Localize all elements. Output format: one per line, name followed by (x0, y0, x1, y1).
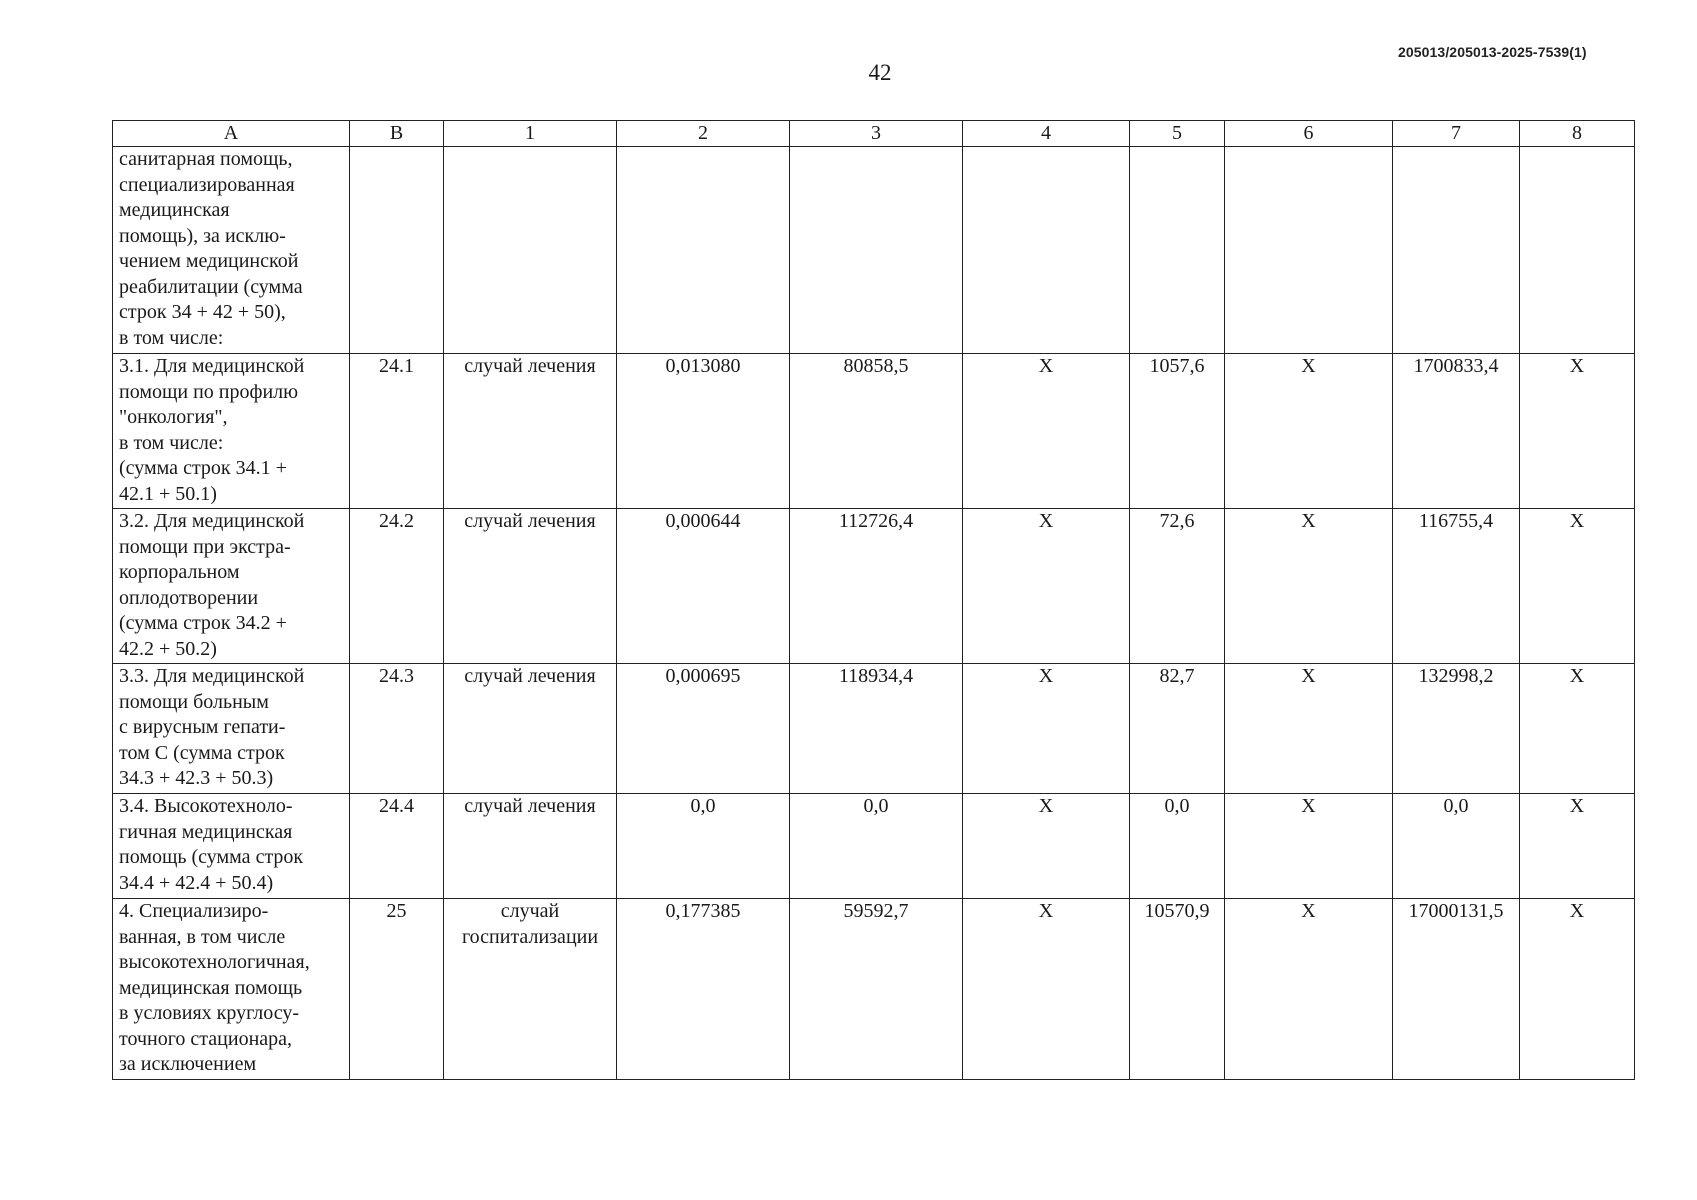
value-cell-5 (1130, 147, 1225, 354)
page-number: 42 (868, 60, 892, 85)
row-code (350, 147, 444, 354)
row-code: 24.2 (350, 509, 444, 664)
unit-cell: случай лечения (444, 509, 617, 664)
unit-cell: случай лечения (444, 664, 617, 794)
table-row (113, 354, 1635, 509)
column-header-6: 6 (1225, 121, 1393, 147)
unit-cell: случай лечения (444, 794, 617, 899)
value-cell-7: 132998,2 (1393, 664, 1520, 794)
value-cell-5: 10570,9 (1130, 899, 1225, 1080)
value-cell-7: 116755,4 (1393, 509, 1520, 664)
value-cell-4: X (963, 664, 1130, 794)
value-cell-8: X (1520, 509, 1635, 664)
row-description: 3.3. Для медицинской помощи больным с вирусным гепати- том С (сумма строк 34.3 + 42.3 + 50.3) (113, 664, 350, 794)
value-cell-8: X (1520, 664, 1635, 794)
data-table (112, 120, 1635, 1080)
header-row (113, 121, 1635, 147)
value-cell-5: 0,0 (1130, 794, 1225, 899)
value-cell-3: 112726,4 (790, 509, 963, 664)
row-description: 3.1. Для медицинской помощи по профилю "онкология", в том числе: (сумма строк 34.1 + 42.1 + 50.1) (113, 354, 350, 509)
value-cell-8 (1520, 147, 1635, 354)
value-cell-5: 1057,6 (1130, 354, 1225, 509)
value-cell-7 (1393, 147, 1520, 354)
value-cell-6 (1225, 147, 1393, 354)
value-cell-2 (617, 147, 790, 354)
value-cell-5: 82,7 (1130, 664, 1225, 794)
value-cell-2: 0,000695 (617, 664, 790, 794)
column-header-7: 7 (1393, 121, 1520, 147)
column-header-b: В (350, 121, 444, 147)
unit-cell: случай госпитализации (444, 899, 617, 1080)
value-cell-2: 0,177385 (617, 899, 790, 1080)
value-cell-3: 118934,4 (790, 664, 963, 794)
table-row (113, 664, 1635, 794)
value-cell-4: X (963, 509, 1130, 664)
value-cell-4: X (963, 899, 1130, 1080)
value-cell-6: X (1225, 509, 1393, 664)
value-cell-8: X (1520, 899, 1635, 1080)
value-cell-4: X (963, 354, 1130, 509)
row-description: санитарная помощь, специализированная медицинская помощь), за исклю- чением медицинской реабилитации (сумма строк 34 + 42 + 50), в том числе: (113, 147, 350, 354)
value-cell-2: 0,013080 (617, 354, 790, 509)
column-header-8: 8 (1520, 121, 1635, 147)
column-header-1: 1 (444, 121, 617, 147)
row-code: 25 (350, 899, 444, 1080)
value-cell-2: 0,0 (617, 794, 790, 899)
value-cell-7: 0,0 (1393, 794, 1520, 899)
row-code: 24.4 (350, 794, 444, 899)
value-cell-4: X (963, 794, 1130, 899)
row-code: 24.1 (350, 354, 444, 509)
value-cell-2: 0,000644 (617, 509, 790, 664)
unit-cell: случай лечения (444, 354, 617, 509)
table-row (113, 509, 1635, 664)
value-cell-3 (790, 147, 963, 354)
value-cell-6: X (1225, 354, 1393, 509)
value-cell-6: X (1225, 794, 1393, 899)
value-cell-3: 59592,7 (790, 899, 963, 1080)
value-cell-4 (963, 147, 1130, 354)
row-description: 4. Специализиро- ванная, в том числе высокотехнологичная, медицинская помощь в условиях круглосу- точного стационара, за исключением (113, 899, 350, 1080)
document-id: 205013/205013-2025-7539(1) (1398, 44, 1587, 60)
row-description: 3.4. Высокотехноло- гичная медицинская помощь (сумма строк 34.4 + 42.4 + 50.4) (113, 794, 350, 899)
row-code: 24.3 (350, 664, 444, 794)
row-description: 3.2. Для медицинской помощи при экстра- корпоральном оплодотворении (сумма строк 34.2 + 42.2 + 50.2) (113, 509, 350, 664)
value-cell-3: 80858,5 (790, 354, 963, 509)
column-header-2: 2 (617, 121, 790, 147)
table-row (113, 147, 1635, 354)
value-cell-7: 1700833,4 (1393, 354, 1520, 509)
value-cell-5: 72,6 (1130, 509, 1225, 664)
value-cell-8: X (1520, 354, 1635, 509)
value-cell-6: X (1225, 664, 1393, 794)
value-cell-7: 17000131,5 (1393, 899, 1520, 1080)
table-row (113, 794, 1635, 899)
value-cell-6: X (1225, 899, 1393, 1080)
unit-cell (444, 147, 617, 354)
column-header-a: А (113, 121, 350, 147)
column-header-4: 4 (963, 121, 1130, 147)
column-header-3: 3 (790, 121, 963, 147)
value-cell-3: 0,0 (790, 794, 963, 899)
table-row (113, 899, 1635, 1080)
value-cell-8: X (1520, 794, 1635, 899)
column-header-5: 5 (1130, 121, 1225, 147)
